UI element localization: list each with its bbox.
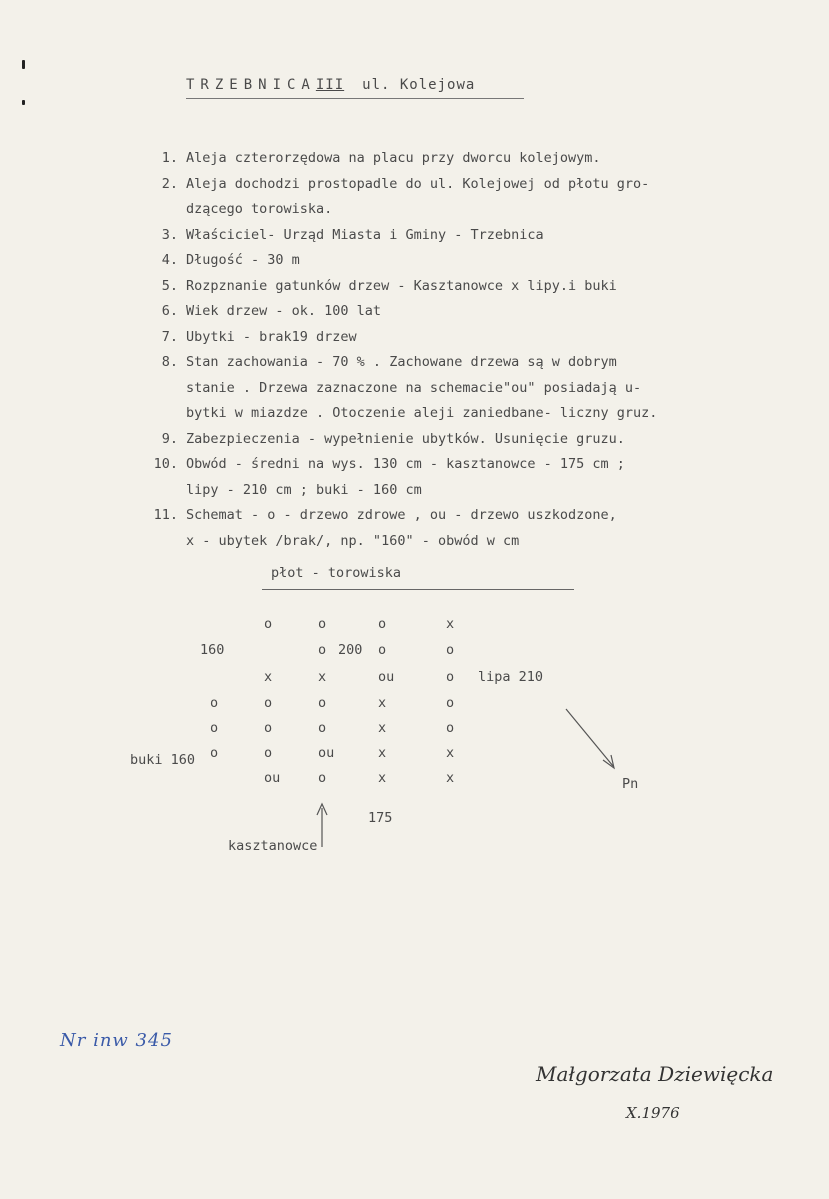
item-text: dzącego torowiska. xyxy=(186,201,333,217)
schema-tree-mark: x xyxy=(446,616,455,632)
schema-tree-mark: x xyxy=(378,695,387,711)
item-number: 3. xyxy=(161,226,178,243)
item-text: Wiek drzew - ok. 100 lat xyxy=(186,303,382,319)
schema-tree-mark: x xyxy=(318,669,327,685)
item-text: bytki w miazdze . Otoczenie aleji zaniedbane- liczny gruz. xyxy=(186,405,658,421)
item-text: Stan zachowania - 70 % . Zachowane drzewa są w dobrym xyxy=(186,354,617,370)
inventory-number: Nr inw 345 xyxy=(60,1030,173,1051)
schema-tree-mark: ou xyxy=(264,770,281,786)
north-arrow xyxy=(566,709,614,768)
item-number: 8. xyxy=(161,354,178,370)
schema-header: płot - torowiska xyxy=(271,565,402,581)
schema-tree-mark: o xyxy=(446,642,455,658)
label-175: 175 xyxy=(368,810,393,826)
schema-tree-mark: x xyxy=(378,720,387,736)
title-number: III xyxy=(315,77,345,93)
title-street: ul. Kolejowa xyxy=(362,77,476,93)
schema-tree-mark: o xyxy=(318,695,327,711)
label-160-left: 160 xyxy=(200,642,225,658)
schema-tree-mark: x xyxy=(264,669,273,685)
schema-tree-mark: x xyxy=(446,745,455,761)
schema-tree-mark: ou xyxy=(318,745,335,761)
schema-tree-mark: o xyxy=(318,770,327,786)
schema-tree-mark: x xyxy=(446,770,455,786)
schema-tree-mark: o xyxy=(378,616,387,632)
schema-tree-mark: o xyxy=(264,616,273,632)
item-text: Ubytki - brak19 drzew xyxy=(186,328,357,345)
schema-tree-mark: o xyxy=(446,720,455,736)
label-lipa: lipa 210 xyxy=(478,669,544,685)
schema-tree-mark: o xyxy=(210,695,219,711)
item-number: 7. xyxy=(161,328,178,345)
kasztanowce-arrow xyxy=(317,804,327,847)
item-text: Aleja dochodzi prostopadle do ul. Kolejowej od płotu gro- xyxy=(186,175,650,192)
item-text: Rozpznanie gatunków drzew - Kasztanowce x lipy.i buki xyxy=(186,277,617,294)
item-number: 5. xyxy=(161,277,178,294)
item-text: Schemat - o - drzewo zdrowe , ou - drzewo uszkodzone, xyxy=(186,507,617,523)
schema-tree-mark: x xyxy=(378,745,387,761)
item-number: 1. xyxy=(161,150,178,166)
item-number: 9. xyxy=(161,430,178,447)
schema-tree-mark: o xyxy=(264,720,273,736)
item-number: 10. xyxy=(153,456,178,472)
label-200: 200 xyxy=(338,642,363,658)
schema-tree-mark: o xyxy=(378,642,387,658)
label-buki: buki 160 xyxy=(130,752,196,768)
schema-tree-mark: o xyxy=(210,745,219,761)
title-city: TRZEBNICA xyxy=(186,77,316,93)
label-north: Pn xyxy=(622,776,639,792)
item-number: 11. xyxy=(153,507,178,523)
item-text: x - ubytek /brak/, np. "160" - obwód w cm xyxy=(186,532,520,549)
schema-tree-mark: o xyxy=(318,642,327,658)
item-text: Zabezpieczenia - wypełnienie ubytków. Usunięcie gruzu. xyxy=(186,430,625,447)
schema-tree-mark: x xyxy=(378,770,387,786)
item-text: lipy - 210 cm ; buki - 160 cm xyxy=(186,481,422,498)
schema-tree-mark: o xyxy=(264,695,273,711)
item-text: Aleja czterorzędowa na placu przy dworcu kolejowym. xyxy=(186,150,601,166)
schema-tree-mark: o xyxy=(318,720,327,736)
label-kasztanowce: kasztanowce xyxy=(228,838,318,854)
item-text: stanie . Drzewa zaznaczone na schemacie"ou" posiadają u- xyxy=(186,379,642,396)
schema-tree-mark: ou xyxy=(378,669,395,685)
signature: Małgorzata Dziewięcka xyxy=(536,1062,774,1086)
item-text: Długość - 30 m xyxy=(186,252,300,268)
handwritten-date: X.1976 xyxy=(626,1104,680,1122)
item-number: 6. xyxy=(161,303,178,319)
schema-tree-mark: o xyxy=(318,616,327,632)
schema-tree-mark: o xyxy=(210,720,219,736)
item-number: 4. xyxy=(161,252,178,268)
item-text: Obwód - średni na wys. 130 cm - kasztanowce - 175 cm ; xyxy=(186,456,625,472)
schema-tree-mark: o xyxy=(446,695,455,711)
item-text: Właściciel- Urząd Miasta i Gminy - Trzebnica xyxy=(186,226,544,243)
schema-tree-mark: o xyxy=(446,669,455,685)
item-number: 2. xyxy=(161,175,178,192)
schema-tree-mark: o xyxy=(264,745,273,761)
